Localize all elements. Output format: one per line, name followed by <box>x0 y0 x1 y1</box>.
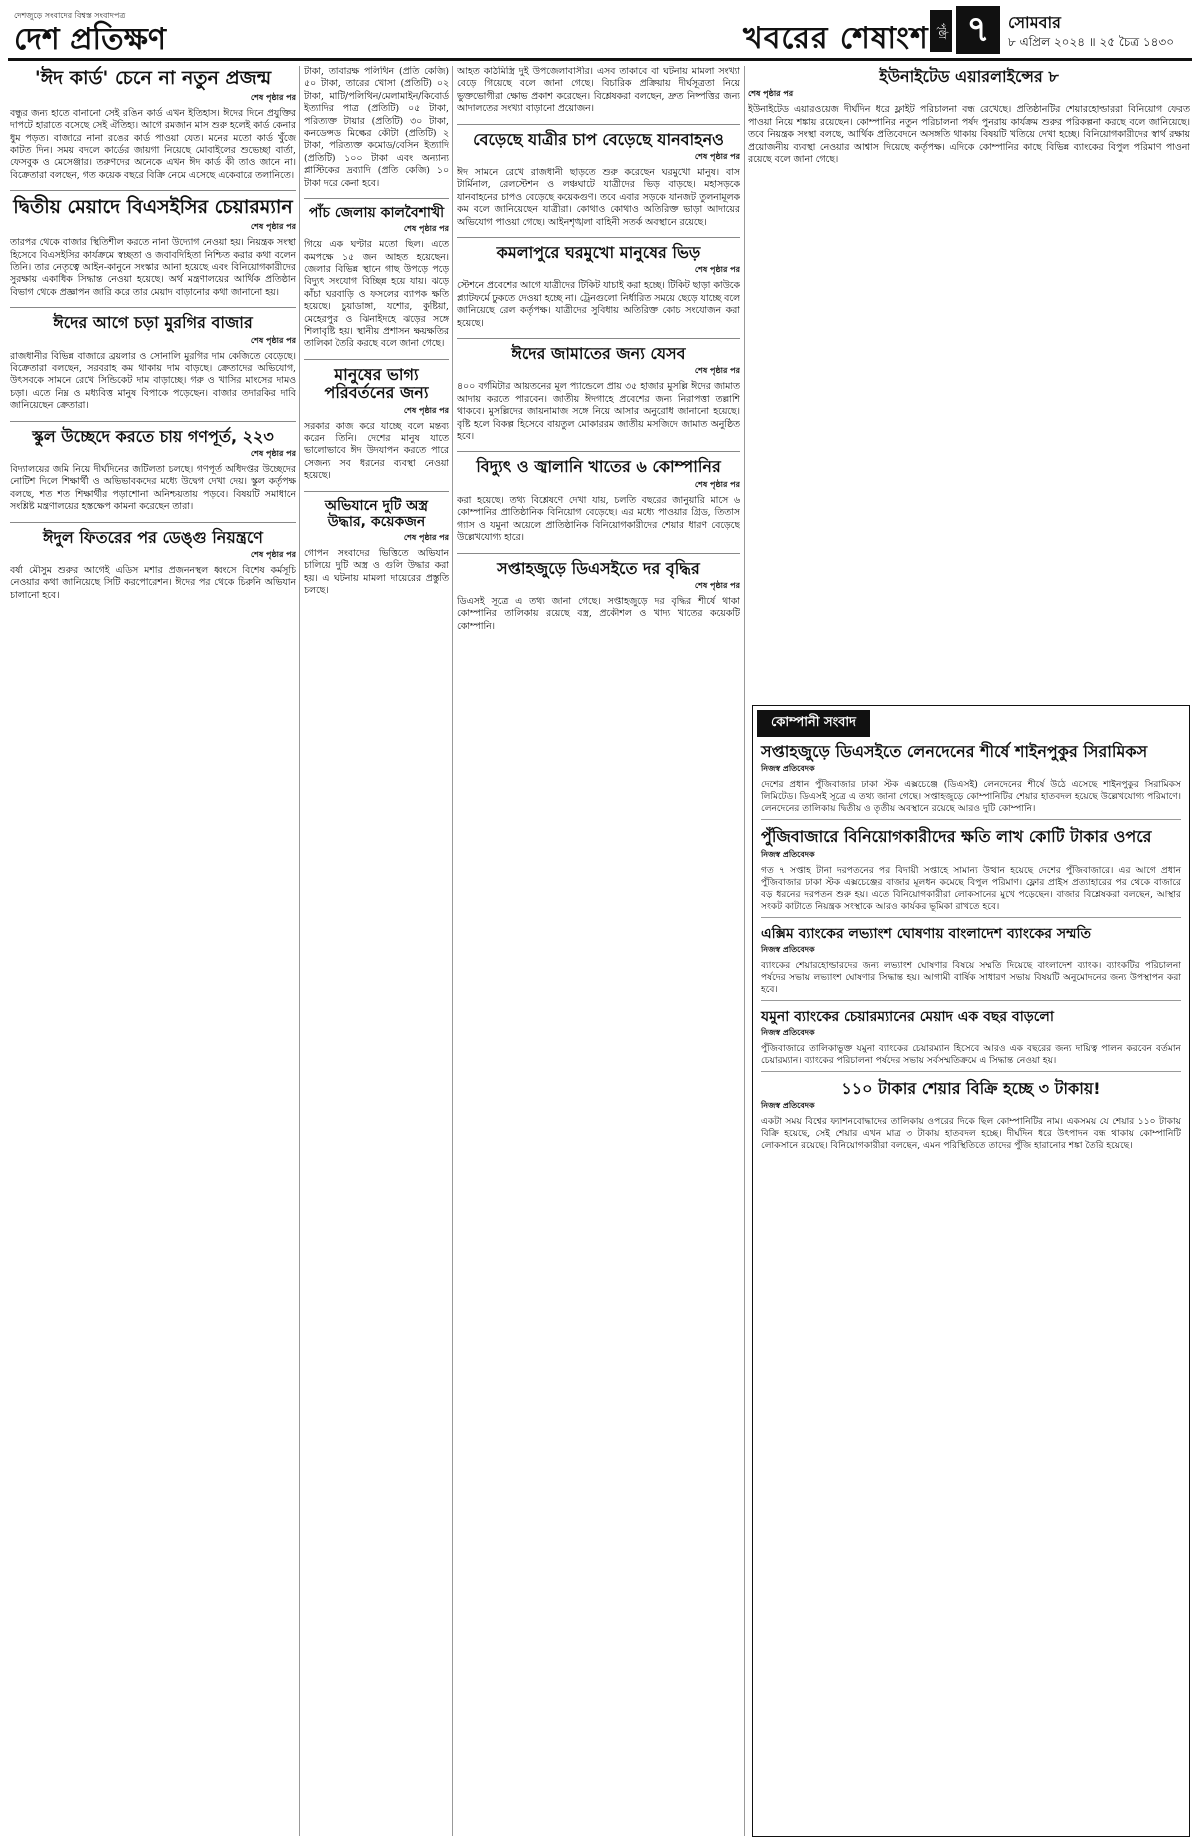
divider <box>10 522 296 523</box>
page-label: পৃষ্ঠা <box>930 10 952 52</box>
column-4 <box>748 66 1190 696</box>
story-body: বন্ধুর জন্য হাতে বানানো সেই রঙিন কার্ড এখন ইতিহাস। ঈদের দিনে প্রযুক্তির দাপটে হারাতে বসেছে সেই ঐতিহ্য। আগে রমজান মাস শুরু হলেই কার্ড কেনার ধুম পড়ত। বাজারে নানা রঙের কার্ড পাওয়া যেত। মনের মতো কার্ড খুঁজে কাটত দিন। সময় বদলে কার্ডের জায়গা নিয়েছে মোবাইলের শুভেচ্ছা বার্তা, ফেসবুক ও মেসেঞ্জার। তরুণদের অনেকে এখন ঈদ কার্ড কী তাও জানে না। বিক্রেতারা বলছেন, গত কয়েক বছরে বিক্রি নেমে এসেছে একেবারে তলানিতে। <box>10 107 296 181</box>
continuation-note: শেষ পৃষ্ঠার পর <box>250 549 296 559</box>
story-headline: বেড়েছে যাত্রীর চাপ বেড়েছে যানবাহনও <box>473 129 724 149</box>
story-byline: নিজস্ব প্রতিবেদক <box>761 764 815 774</box>
continuation-note: শেষ পৃষ্ঠার পর <box>250 222 296 232</box>
story-body: বর্ষা মৌসুম শুরুর আগেই এডিস মশার প্রজননস্থল ধ্বংসে বিশেষ কর্মসূচি নেওয়ার কথা জানিয়েছে সিটি করপোরেশন। ঈদের পর থেকে চিরুনি অভিযান চালানো হবে। <box>10 564 296 601</box>
story-power-energy[interactable] <box>457 458 740 544</box>
continuation-note: শেষ পৃষ্ঠার পর <box>694 366 740 376</box>
continuation-note: শেষ পৃষ্ঠার পর <box>250 92 296 102</box>
story-headline: ইউনাইটেড এয়ারলাইন্সের ৮ <box>879 67 1059 86</box>
continuation-note: শেষ পৃষ্ঠার পর <box>694 479 740 489</box>
story-headline: 'ঈদ কার্ড' চেনে না নতুন প্রজন্ম <box>34 67 272 89</box>
story-headline: পাঁচ জেলায় কালবৈশাখী <box>308 205 445 222</box>
story-headline: সপ্তাহজুড়ে ডিএসইতে দর বৃদ্ধির <box>497 558 700 578</box>
story-headline: ১১০ টাকার শেয়ার বিক্রি হচ্ছে ৩ টাকায়! <box>841 1078 1101 1098</box>
story-shinepukur[interactable] <box>761 743 1181 820</box>
paper-tagline: দেশজুড়ে সংবাদের বিশ্বস্ত সংবাদপত্র <box>14 11 126 20</box>
story-body: আহত কাঠমিস্ত্রি দুই উপজেলাবাসীর। এসব তাকাবে বা ঘটনায় মামলা সংখ্যা বেড়ে গিয়েছে বলে জানা গেছে। বিচারিক প্রক্রিয়ায় দীর্ঘসূত্রতা নিয়ে ভুক্তভোগীরা ক্ষোভ প্রকাশ করেছেন। বিশ্লেষকরা বলছেন, দ্রুত নিষ্পত্তির জন্য আদালতের সংখ্যা বাড়ানো প্রয়োজন। <box>457 66 740 115</box>
story-continued[interactable] <box>457 66 740 116</box>
divider <box>457 553 740 554</box>
story-body: গত ৭ সপ্তাহ টানা দরপতনের পর বিদায়ী সপ্তাহে সামান্য উত্থান হয়েছে দেশের পুঁজিবাজারে। এর আগে প্রধান পুঁজিবাজার ঢাকা স্টক এক্সচেঞ্জের বাজার মূলধন কমেছে বিপুল পরিমাণ। ফ্লোর প্রাইস প্রত্যাহারের পর থেকে বাজারে বড় ধরনের দরপতন শুরু হয়। এতে বিনিয়োগকারীরা লোকসানের মুখে পড়েছেন। বাজার বিশ্লেষকরা বলছেন, আস্থার সংকট কাটাতে নিয়ন্ত্রক সংস্থাকে আরও কার্যকর ভূমিকা রাখতে হবে। <box>761 865 1181 912</box>
continuation-note: শেষ পৃষ্ঠার পর <box>748 89 794 99</box>
column-divider <box>744 66 745 1836</box>
divider <box>10 421 296 422</box>
story-kamalapur[interactable] <box>457 244 740 330</box>
story-eid-jamaat[interactable] <box>457 345 740 443</box>
story-peoples-fortune[interactable] <box>304 366 449 483</box>
company-news-label: কোম্পানী সংবাদ <box>757 710 870 737</box>
story-investor-loss[interactable] <box>761 828 1181 917</box>
masthead <box>8 6 1192 61</box>
continuation-note: শেষ পৃষ্ঠার পর <box>694 580 740 590</box>
continuation-note: শেষ পৃষ্ঠার পর <box>403 405 449 415</box>
story-exim-dividend[interactable] <box>761 926 1181 1001</box>
continuation-note: শেষ পৃষ্ঠার পর <box>694 152 740 162</box>
story-continued[interactable] <box>304 66 449 190</box>
divider <box>304 491 449 492</box>
story-arms-recovered[interactable] <box>304 498 449 598</box>
story-headline: মানুষের ভাগ্য পরিবর্তনের জন্য <box>324 364 429 403</box>
story-body: ৪০০ বর্গমিটার আয়তনের মূল প্যান্ডেলে প্রায় ৩৫ হাজার মুসল্লি ঈদের জামাত আদায় করতে পারবেন। জাতীয় ঈদগাহে প্রবেশের জন্য নিরাপত্তা তল্লাশি থাকবে। মুসল্লিদের জায়নামাজ সঙ্গে নিয়ে আসার অনুরোধ জানানো হয়েছে। বৃষ্টি হলে বিকল্প হিসেবে বায়তুল মোকাররম জাতীয় মসজিদে জামাত অনুষ্ঠিত হবে। <box>457 381 740 443</box>
story-body: টাকা, তাবারক্ষ পলিথিন (প্রতি কেজি) ৫০ টাকা, তারের খোসা (প্রতিটি) ০২ টাকা, মাটি/পলিথিন/মেলামাইন/কিবোর্ড ইত্যাদির পাত্র (প্রতিটি) ০৫ টাকা, পরিত্যক্ত টায়ার (প্রতিটি) ৩০ টাকা, কনডেন্সড মিল্কের কৌটা (প্রতিটি) ২ টাকা, পরিত্যক্ত কমোড/বেসিন ইত্যাদি (প্রতিটি) ১০০ টাকা এবং অন্যান্য প্লাস্টিকের দ্রব্যাদি (প্রতি কেজি) ১০ টাকা দরে কেনা হবে। <box>304 66 449 189</box>
continuation-note: শেষ পৃষ্ঠার পর <box>403 224 449 234</box>
story-byline: নিজস্ব প্রতিবেদক <box>761 1101 815 1111</box>
story-jamuna-chairman[interactable] <box>761 1009 1181 1072</box>
story-body: ডিএসই সূত্রে এ তথ্য জানা গেছে। সপ্তাহজুড়ে দর বৃদ্ধির শীর্ষে থাকা কোম্পানির তালিকায় রয়েছে বস্ত্র, প্রকৌশল ও খাদ্য খাতের কয়েকটি কোম্পানি। <box>457 595 740 632</box>
story-headline: ঈদুল ফিতরের পর ডেঙ্গু নিয়ন্ত্রণে <box>43 527 263 547</box>
story-body: ব্যাংকের শেয়ারহোল্ডারদের জন্য লভ্যাংশ ঘোষণার বিষয়ে সম্মতি দিয়েছে বাংলাদেশ ব্যাংক। ব্যাংকটির পরিচালনা পর্ষদের সভায় লভ্যাংশ ঘোষণার সিদ্ধান্ত হয়। আগামী বার্ষিক সাধারণ সভায় বিষয়টি অনুমোদনের জন্য উপস্থাপন করা হবে। <box>761 960 1181 995</box>
story-headline: অভিযানে দুটি অস্ত্র উদ্ধার, কয়েকজন <box>324 497 429 530</box>
story-headline: কমলাপুরে ঘরমুখো মানুষের ভিড় <box>496 243 701 263</box>
story-headline: বিদ্যুৎ ও জ্বালানি খাতের ৬ কোম্পানির <box>476 457 721 477</box>
continuation-note: শেষ পৃষ্ঠার পর <box>403 532 449 542</box>
story-byline: নিজস্ব প্রতিবেদক <box>761 1027 815 1037</box>
continuation-note: শেষ পৃষ্ঠার পর <box>250 335 296 345</box>
column-3 <box>457 66 740 1836</box>
story-body: রাজধানীর বিভিন্ন বাজারে ব্রয়লার ও সোনালি মুরগির দাম কেজিতে বেড়েছে। বিক্রেতারা বলছেন, সরবরাহ কম থাকায় দাম বাড়ছে। ক্রেতাদের অভিযোগ, উৎসবকে সামনে রেখে সিন্ডিকেট দাম বাড়াচ্ছে। গরু ও খাসির মাংসের দামও চড়া। এতে নিম্ন ও মধ্যবিত্ত মানুষ বিপাকে পড়েছেন। বাজার তদারকির দাবি জানিয়েছেন ক্রেতারা। <box>10 350 296 412</box>
story-eid-card[interactable] <box>10 68 296 182</box>
section-title: খবরের শেষাংশ <box>743 21 929 56</box>
divider <box>457 237 740 238</box>
story-body: ঈদ সামনে রেখে রাজধানী ছাড়তে শুরু করেছেন ঘরমুখো মানুষ। বাস টার্মিনাল, রেলস্টেশন ও লঞ্চঘাটে যাত্রীদের ভিড় বাড়ছে। মহাসড়কে যানবাহনের চাপও বেড়েছে কয়েকগুণ। তবে এবার সড়কে যানজট তুলনামূলক কম বলে জানিয়েছেন যাত্রীরা। কোথাও কোথাও অতিরিক্ত ভাড়া আদায়ের অভিযোগ পাওয়া গেছে। আইনশৃঙ্খলা বাহিনী সতর্ক অবস্থানে রয়েছে। <box>457 167 740 228</box>
story-united-airways[interactable] <box>748 68 1190 166</box>
story-body: গোপন সংবাদের ভিত্তিতে অভিযান চালিয়ে দুটি অস্ত্র ও গুলি উদ্ধার করা হয়। এ ঘটনায় মামলা দায়েরের প্রস্তুতি চলছে। <box>304 547 449 597</box>
divider <box>457 124 740 125</box>
story-body: ইউনাইটেড এয়ারওয়েজ দীর্ঘদিন ধরে ফ্লাইট পরিচালনা বন্ধ রেখেছে। প্রতিষ্ঠানটির শেয়ারহোল্ডাররা বিনিয়োগ ফেরত পাওয়া নিয়ে শঙ্কায় রয়েছেন। কোম্পানির নতুন পরিচালনা পর্ষদ পুনরায় কার্যক্রম শুরুর পরিকল্পনা করছে বলে জানিয়েছে। তবে নিয়ন্ত্রক সংস্থা বলছে, আর্থিক প্রতিবেদনে অসঙ্গতি থাকায় বিষয়টি খতিয়ে দেখা হচ্ছে। বিনিয়োগকারীদের স্বার্থ রক্ষায় প্রয়োজনীয় ব্যবস্থা নেওয়ার আশ্বাস দিয়েছে কর্তৃপক্ষ। এদিকে কোম্পানির কাছে বিভিন্ন ব্যাংকের বিপুল পরিমাণ পাওনা রয়েছে বলে জানা গেছে। <box>748 104 1190 166</box>
story-school-eviction[interactable] <box>10 428 296 514</box>
column-1 <box>10 66 296 1836</box>
continuation-note: শেষ পৃষ্ঠার পর <box>250 448 296 458</box>
story-headline: সপ্তাহজুড়ে ডিএসইতে লেনদেনের শীর্ষে শাইনপুকুর সিরামিকস <box>761 742 1148 761</box>
column-divider <box>299 66 300 1836</box>
divider <box>304 359 449 360</box>
story-headline: ঈদের আগে চড়া মুরগির বাজার <box>53 313 253 333</box>
story-body: করা হয়েছে। তথ্য বিশ্লেষণে দেখা যায়, চলতি বছরের জানুয়ারি মাসে ৬ কোম্পানির প্রাতিষ্ঠানিক বিনিয়োগ বেড়েছে। এর মধ্যে পাওয়ার গ্রিড, তিতাস গ্যাস ও যমুনা অয়েলে প্রাতিষ্ঠানিক বিনিয়োগকারীদের শেয়ার ধারণ বেড়েছে উল্লেখযোগ্য হারে। <box>457 494 740 544</box>
divider <box>10 190 296 191</box>
page-number: ৭ <box>956 6 1000 54</box>
paper-name: দেশ প্রতিক্ষণ <box>14 22 167 57</box>
story-body: তারপর থেকে বাজার স্থিতিশীল করতে নানা উদ্যোগ নেওয়া হয়। নিয়ন্ত্রক সংস্থা হিসেবে বিএসইসির কার্যক্রমে স্বচ্ছতা ও জবাবদিহিতা নিশ্চিত করার কথা বলেন তিনি। তার নেতৃত্বে আইন-কানুনে সংস্কার আনা হয়েছে এবং বিনিয়োগকারীদের সুরক্ষায় একাধিক সিদ্ধান্ত নেওয়া হয়েছে। অর্থ মন্ত্রণালয়ের আর্থিক প্রতিষ্ঠান বিভাগ থেকে প্রজ্ঞাপন জারি করে তার মেয়াদ বাড়ানোর কথা জানানো হয়। <box>10 237 296 298</box>
divider <box>10 307 296 308</box>
story-headline: দ্বিতীয় মেয়াদে বিএসইসির চেয়ারম্যান <box>13 196 293 219</box>
story-byline: নিজস্ব প্রতিবেদক <box>761 849 815 859</box>
issue-date: ৮ এপ্রিল ২০২৪ ॥ ২৫ চৈত্র ১৪৩০ <box>1008 35 1175 49</box>
story-chicken-market[interactable] <box>10 314 296 412</box>
story-headline: ঈদের জামাতের জন্য যেসব <box>511 344 686 364</box>
story-headline: পুঁজিবাজারে বিনিয়োগকারীদের ক্ষতি লাখ কোটি টাকার ওপরে <box>761 827 1152 847</box>
company-news-box <box>752 705 1190 1837</box>
story-headline: স্কুল উচ্ছেদে করতে চায় গণপূর্ত, ২২৩ <box>32 426 274 446</box>
story-110-taka-share[interactable] <box>761 1080 1181 1156</box>
story-headline: এক্সিম ব্যাংকের লভ্যাংশ ঘোষণায় বাংলাদেশ ব্যাংকের সম্মতি <box>761 925 1092 942</box>
divider <box>457 338 740 339</box>
issue-day: সোমবার <box>1008 13 1061 32</box>
divider <box>304 198 449 199</box>
story-body: দেশের প্রধান পুঁজিবাজার ঢাকা স্টক এক্সচেঞ্জে (ডিএসই) লেনদেনের শীর্ষে উঠে এসেছে শাইনপুকুর সিরামিকস লিমিটেড। ডিএসই সূত্রে এ তথ্য জানা গেছে। সপ্তাহজুড়ে কোম্পানিটির শেয়ার হাতবদল হয়েছে উল্লেখযোগ্য পরিমাণে। লেনদেনের তালিকায় দ্বিতীয় ও তৃতীয় অবস্থানে রয়েছে আরও দুটি কোম্পানি। <box>761 780 1181 815</box>
story-passenger-rush[interactable] <box>457 131 740 229</box>
column-2 <box>304 66 449 1836</box>
continuation-note: শেষ পৃষ্ঠার পর <box>694 265 740 275</box>
story-headline: যমুনা ব্যাংকের চেয়ারম্যানের মেয়াদ এক বছর বাড়লো <box>761 1008 1054 1025</box>
story-body: সরকার কাজ করে যাচ্ছে বলে মন্তব্য করেন তিনি। দেশের মানুষ যাতে ভালোভাবে ঈদ উদযাপন করতে পারে সেজন্য সব ধরনের ব্যবস্থা নেওয়া হয়েছে। <box>304 420 449 482</box>
story-dse-gainers[interactable] <box>457 560 740 634</box>
story-dengue[interactable] <box>10 529 296 603</box>
story-body: বিদ্যালয়ের জমি নিয়ে দীর্ঘদিনের জটিলতা চলছে। গণপূর্ত অধিদপ্তর উচ্ছেদের নোটিশ দিলে শিক্ষার্থী ও অভিভাবকদের মধ্যে উদ্বেগ দেখা দেয়। স্কুল কর্তৃপক্ষ বলছে, শত শত শিক্ষার্থীর পড়াশোনা অনিশ্চয়তায় পড়বে। বিষয়টি সমাধানে সংশ্লিষ্ট মন্ত্রণালয়ের হস্তক্ষেপ কামনা করেছেন তারা। <box>10 463 296 513</box>
story-byline: নিজস্ব প্রতিবেদক <box>761 944 815 954</box>
story-kalbaishakhi[interactable] <box>304 205 449 351</box>
column-divider <box>452 66 453 1836</box>
story-body: পুঁজিবাজারে তালিকাভুক্ত যমুনা ব্যাংকের চেয়ারম্যান হিসেবে আরও এক বছরের জন্য দায়িত্ব পালন করবেন বর্তমান চেয়ারম্যান। ব্যাংকের পরিচালনা পর্ষদের সভায় সর্বসম্মতিক্রমে এ সিদ্ধান্ত নেওয়া হয়। <box>761 1043 1181 1066</box>
story-body: গিয়ে এক ঘণ্টার মতো ছিল। এতে কমপক্ষে ১৫ জন আহত হয়েছেন। জেলার বিভিন্ন স্থানে গাছ উপড়ে পড়ে বিদ্যুৎ সংযোগ বিচ্ছিন্ন হয়ে যায়। ঝড়ে কাঁচা ঘরবাড়ি ও ফসলের ব্যাপক ক্ষতি হয়েছে। চুয়াডাঙ্গা, যশোর, কুষ্টিয়া, মেহেরপুর ও ঝিনাইদহে ঝড়ের সঙ্গে শিলাবৃষ্টি হয়। স্থানীয় প্রশাসন ক্ষয়ক্ষতির তালিকা তৈরি করছে বলে জানা গেছে। <box>304 239 449 350</box>
story-bsec-chairman[interactable] <box>10 197 296 299</box>
story-body: একটা সময় বিশ্বের ফ্যাশনবোদ্ধাদের তালিকায় ওপরের দিকে ছিল কোম্পানিটির নাম। একসময় যে শেয়ার ১১০ টাকায় বিক্রি হয়েছে, সেই শেয়ার এখন মাত্র ৩ টাকায় হাতবদল হচ্ছে। দীর্ঘদিন ধরে উৎপাদন বন্ধ থাকায় কোম্পানিটি লোকসানে রয়েছে। বিনিয়োগকারীরা বলছেন, এমন পরিস্থিতিতে তাদের পুঁজি হারানোর শঙ্কা তৈরি হয়েছে। <box>761 1117 1181 1152</box>
divider <box>457 451 740 452</box>
story-body: স্টেশনে প্রবেশের আগে যাত্রীদের টিকিট যাচাই করা হচ্ছে। টিকিট ছাড়া কাউকে প্ল্যাটফর্মে ঢুকতে দেওয়া হচ্ছে না। ট্রেনগুলো নির্ধারিত সময়ে ছেড়ে যাচ্ছে বলে জানিয়েছে রেল কর্তৃপক্ষ। যাত্রীদের সুবিধায় অতিরিক্ত কোচ সংযোজন করা হয়েছে। <box>457 280 740 329</box>
paper-logo[interactable] <box>14 10 166 57</box>
